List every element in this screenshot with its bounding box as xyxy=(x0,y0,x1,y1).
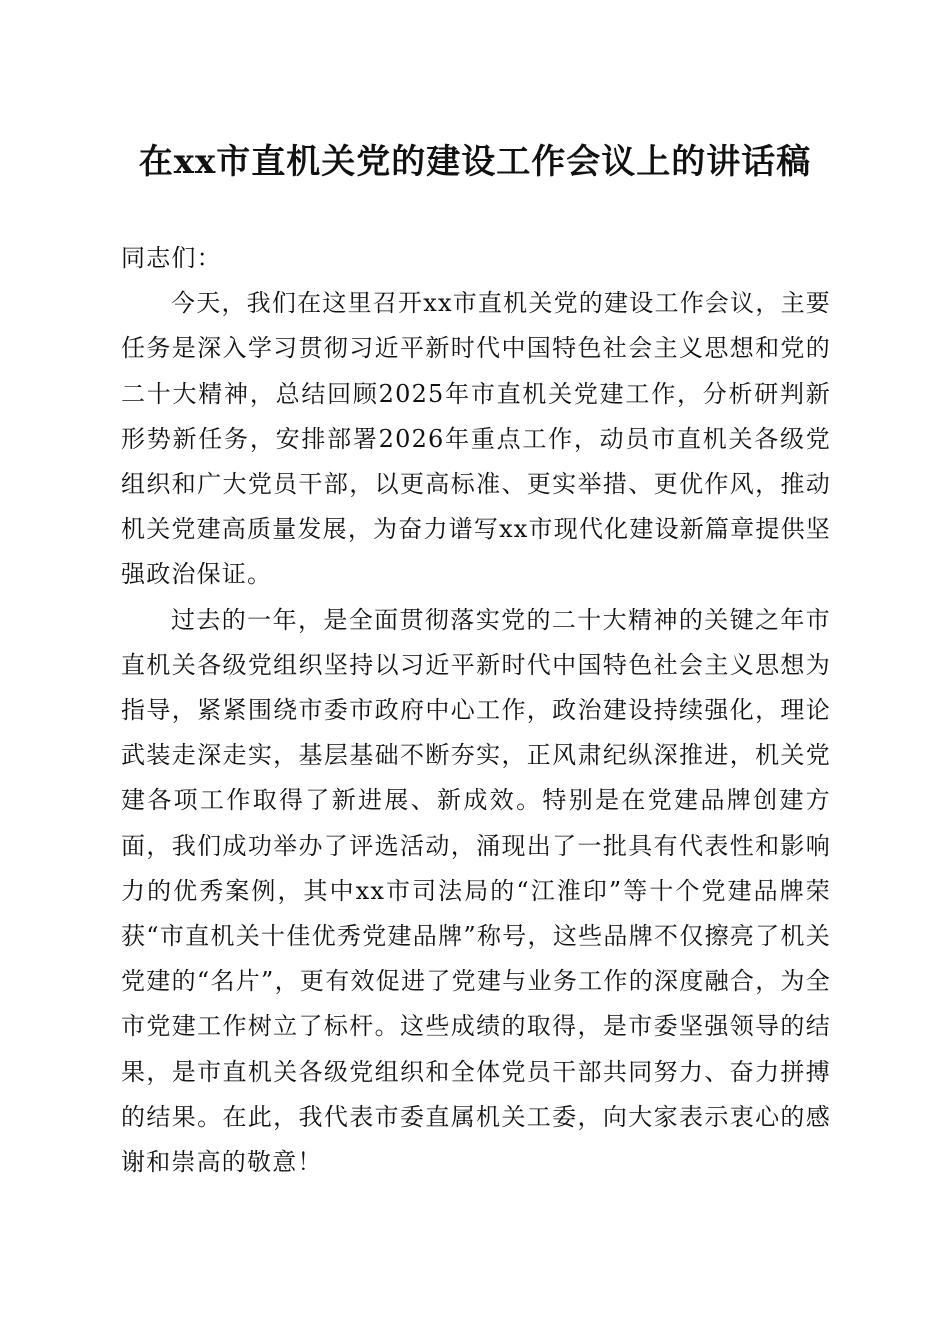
paragraph-review: 过去的一年，是全面贯彻落实党的二十大精神的关键之年市直机关各级党组织坚持以习近平新时代中国特色社会主义思想为指导，紧紧围绕市委市政府中心工作，政治建设持续强化，理论武装走深走实，基层基础不断夯实，正风肃纪纵深推进，机关党建各项工作取得了新进展、新成效。特别是在党建品牌创建方面，我们成功举办了评选活动，涌现出了一批具有代表性和影响力的优秀案例，其中xx市司法局的“江淮印”等十个党建品牌荣获“市直机关十佳优秀党建品牌”称号，这些品牌不仅擦亮了机关党建的“名片”，更有效促进了党建与业务工作的深度融合，为全市党建工作树立了标杆。这些成绩的取得，是市委坚强领导的结果，是市直机关各级党组织和全体党员干部共同努力、奋力拼搏的结果。在此，我代表市委直属机关工委，向大家表示衷心的感谢和崇高的敬意！ xyxy=(121,605,831,1177)
document-title: 在xx市直机关党的建设工作会议上的讲话稿 xyxy=(138,142,812,182)
document-body xyxy=(121,236,831,1185)
paragraph-opening: 今天，我们在这里召开xx市直机关党的建设工作会议，主要任务是深入学习贯彻习近平新时代中国特色社会主义思想和党的二十大精神，总结回顾2025年市直机关党建工作，分析研判新形势新任务，安排部署2026年重点工作，动员市直机关各级党组织和广大党员干部，以更高标准、更实举措、更优作风，推动机关党建高质量发展，为奋力谱写xx市现代化建设新篇章提供坚强政治保证。 xyxy=(121,289,831,589)
salutation: 同志们： xyxy=(121,244,222,272)
